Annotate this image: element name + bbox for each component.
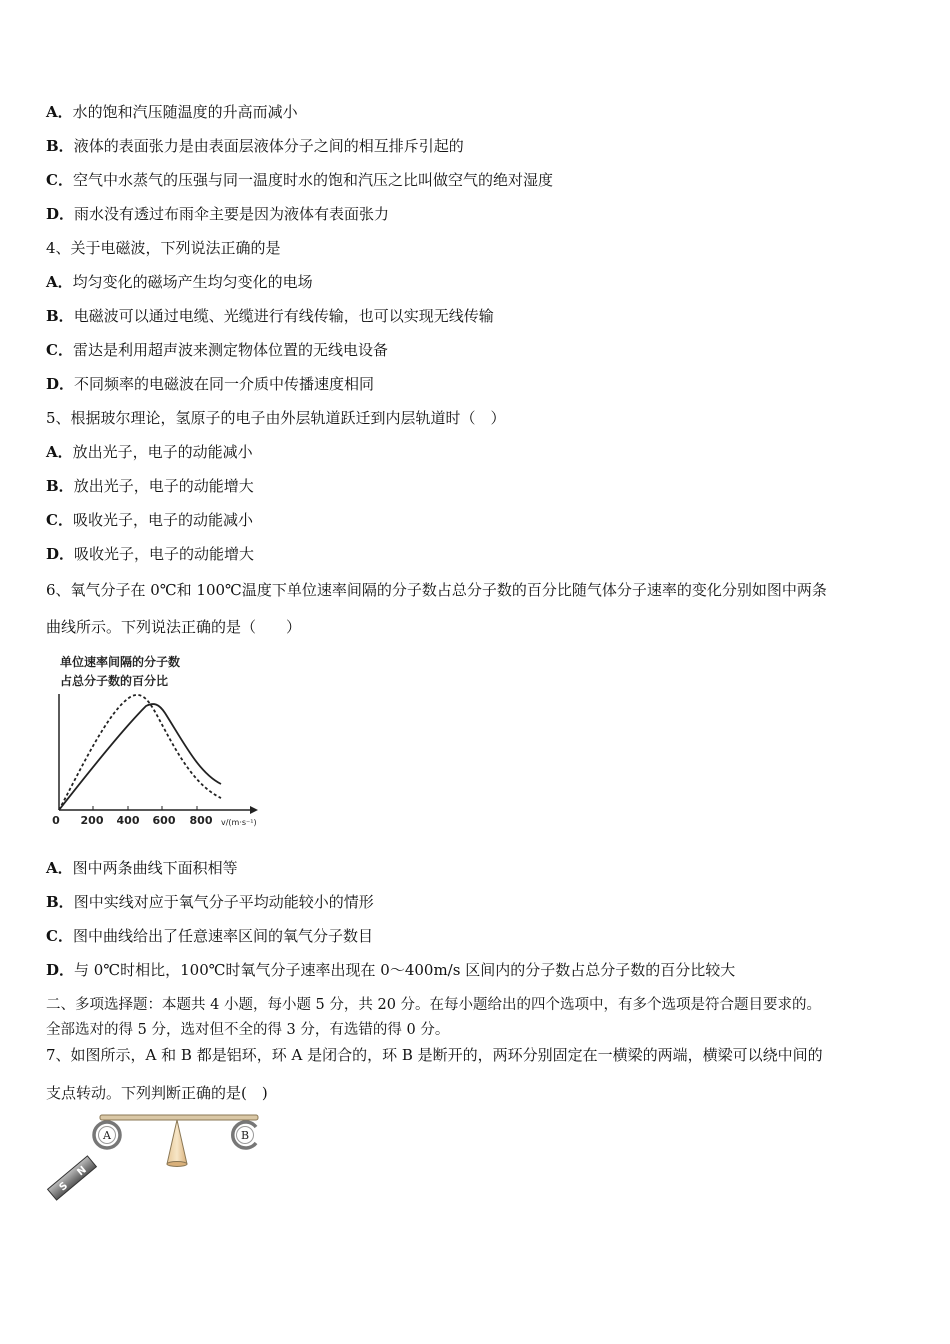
x-tick-0: 0 [52, 814, 60, 827]
q4-option-c: C．雷达是利用超声波来测定物体位置的无线电设备 [46, 341, 388, 359]
figure-ylabel-line2: 占总分子数的百分比 [60, 674, 169, 688]
q6-stem-line2: 曲线所示。下列说法正确的是（ ） [46, 618, 302, 636]
magnet-n-label: N [75, 1164, 89, 1179]
q3-option-a: A．水的饱和汽压随温度的升高而减小 [46, 103, 298, 121]
q4-option-d: D．不同频率的电磁波在同一介质中传播速度相同 [46, 375, 375, 393]
section2-line1: 二、多项选择题：本题共 4 小题，每小题 5 分，共 20 分。在每小题给出的四个选项中，有多个选项是符合题目要求的。 [46, 997, 822, 1013]
q5-option-a: A．放出光子，电子的动能减小 [46, 443, 253, 461]
q7-stem-line1: 7、如图所示，A 和 B 都是铝环，环 A 是闭合的，环 B 是断开的，两环分别固定在一横梁的两端，横梁可以绕中间的 [46, 1046, 823, 1064]
x-axis-label: v/(m·s⁻¹) [221, 818, 257, 827]
q6-option-a: A．图中两条曲线下面积相等 [46, 859, 238, 877]
q4-option-b: B．电磁波可以通过电缆、光缆进行有线传输，也可以实现无线传输 [46, 307, 494, 325]
q3-option-d: D．雨水没有透过布雨伞主要是因为液体有表面张力 [46, 205, 390, 223]
rings-figure [44, 1110, 274, 1202]
speed-distribution-figure [44, 648, 284, 833]
x-tick-800: 800 [189, 814, 213, 827]
q7-stem-line2: 支点转动。下列判断正确的是( ) [46, 1084, 268, 1102]
q6-option-b: B．图中实线对应于氧气分子平均动能较小的情形 [46, 893, 374, 911]
x-axis-arrow [250, 806, 258, 814]
x-tick-600: 600 [152, 814, 176, 827]
q4-stem: 4、关于电磁波，下列说法正确的是 [46, 239, 281, 257]
q6-option-c: C．图中曲线给出了任意速率区间的氧气分子数目 [46, 927, 373, 945]
bar-magnet [48, 1156, 97, 1200]
q5-option-b: B．放出光子，电子的动能增大 [46, 477, 254, 495]
q5-option-d: D．吸收光子，电子的动能增大 [46, 545, 255, 563]
solid-curve [59, 704, 221, 810]
ring-a-label: A [103, 1129, 111, 1142]
x-tick-400: 400 [116, 814, 140, 827]
q4-option-a: A．均匀变化的磁场产生均匀变化的电场 [46, 273, 313, 291]
q5-option-c: C．吸收光子，电子的动能减小 [46, 511, 253, 529]
q3-option-c: C．空气中水蒸气的压强与同一温度时水的饱和汽压之比叫做空气的绝对湿度 [46, 171, 553, 189]
pivot-cone [167, 1120, 187, 1164]
beam [100, 1115, 258, 1120]
section2-line2: 全部选对的得 5 分，选对但不全的得 3 分，有选错的得 0 分。 [46, 1022, 450, 1038]
q5-stem: 5、根据玻尔理论，氢原子的电子由外层轨道跃迁到内层轨道时（ ） [46, 409, 506, 427]
q3-option-b: B．液体的表面张力是由表面层液体分子之间的相互排斥引起的 [46, 137, 464, 155]
x-tick-200: 200 [80, 814, 104, 827]
ring-b-label: B [240, 1129, 250, 1142]
q6-option-d: D．与 0℃时相比，100℃时氧气分子速率出现在 0～400m/s 区间内的分子数占总分子数的百分比较大 [46, 961, 736, 979]
magnet-s-label: S [57, 1180, 71, 1194]
figure-ylabel-line1: 单位速率间隔的分子数 [60, 655, 181, 669]
q6-stem-line1: 6、氧气分子在 0℃和 100℃温度下单位速率间隔的分子数占总分子数的百分比随气体分子速率的变化分别如图中两条 [46, 581, 827, 599]
